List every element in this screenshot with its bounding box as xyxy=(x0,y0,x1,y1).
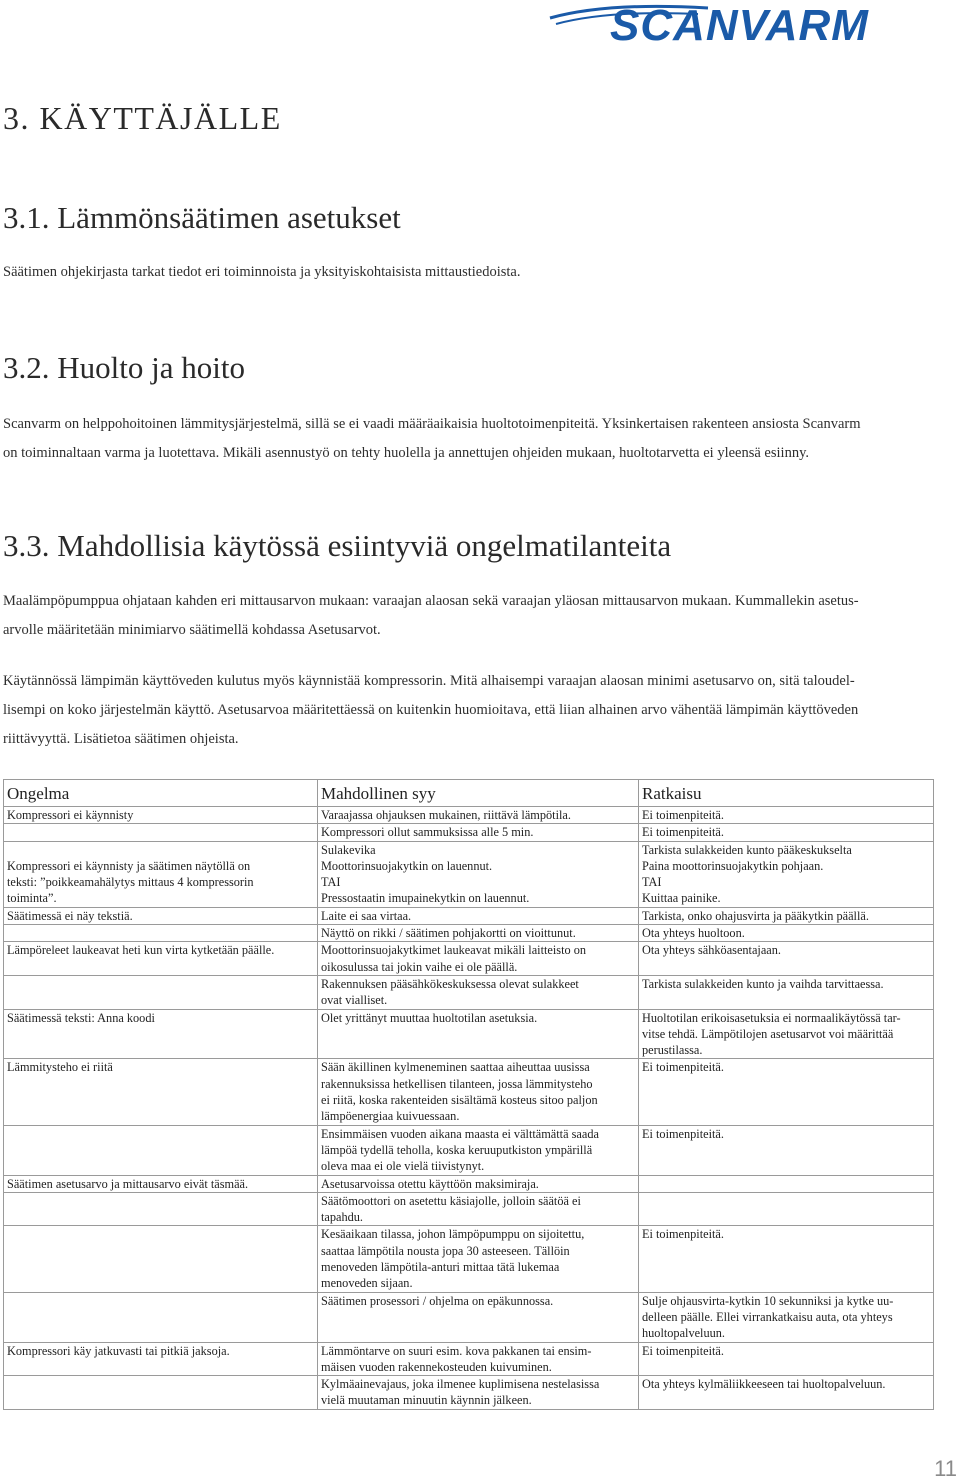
cell-line: Ota yhteys huoltoon. xyxy=(642,926,745,941)
cell-cause xyxy=(318,1192,639,1226)
cell-line: Varaajassa ohjauksen mukainen, riittävä lämpötila. xyxy=(321,808,571,822)
table-row xyxy=(4,841,934,907)
cell-solution xyxy=(639,1192,934,1226)
cell-cause xyxy=(318,1226,639,1292)
settings-paragraph xyxy=(3,258,938,287)
cell-problem xyxy=(4,807,318,824)
cell-line: Ota yhteys sähköasentajaan. xyxy=(642,943,781,958)
page-number: 11 xyxy=(934,1456,957,1481)
cell-problem xyxy=(4,975,318,1009)
table-row xyxy=(4,1342,934,1376)
cell-line: huoltopalveluun. xyxy=(642,1326,725,1341)
table-row xyxy=(4,824,934,841)
cell-line: Asetusarvoissa otettu käyttöön maksimiraja. xyxy=(321,1176,539,1191)
table-row xyxy=(4,942,934,976)
text-line: Käytännössä lämpimän käyttöveden kulutus myös käynnistää kompressorin. Mitä alhaisempi varaajan alaosan minimi asetusarvo on, sitä taloudel- xyxy=(3,673,855,689)
text-line: Säätimen ohjekirjasta tarkat tiedot eri toiminnoista ja yksityiskohtaisista mittaustiedoista. xyxy=(3,264,521,280)
section-heading-settings: 3.1. Lämmönsäätimen asetukset xyxy=(3,200,401,235)
cell-line: Kompressori käy jatkuvasti tai pitkiä jaksoja. xyxy=(7,1343,230,1358)
maintenance-paragraph xyxy=(3,410,938,468)
cell-line: Kesäaikaan tilassa, johon lämpöpumppu on sijoitettu, xyxy=(321,1227,585,1242)
cell-line: Pressostaatin imupainekytkin on lauennut. xyxy=(321,891,530,906)
cell-problem xyxy=(4,942,318,976)
cell-problem xyxy=(4,841,318,907)
cell-line: Ei toimenpiteitä. xyxy=(642,1343,724,1358)
cell-line: Laite ei saa virtaa. xyxy=(321,908,412,923)
cell-line: Ei toimenpiteitä. xyxy=(642,1126,724,1141)
cell-line: teksti: ”poikkeamahälytys mittaus 4 kompressorin xyxy=(7,874,254,889)
cell-solution xyxy=(639,942,934,976)
table-row xyxy=(4,1009,934,1059)
cell-problem xyxy=(4,1009,318,1059)
header-problem: Ongelma xyxy=(4,780,318,807)
cell-line: Sään äkillinen kylmeneminen saattaa aiheuttaa uusissa xyxy=(321,1060,590,1075)
cell-solution xyxy=(639,1059,934,1125)
cell-line: Ei toimenpiteitä. xyxy=(642,1227,724,1242)
cell-line: Säätimen prosessori / ohjelma on epäkunnossa. xyxy=(321,1293,554,1308)
cell-line: Ensimmäisen vuoden aikana maasta ei välttämättä saada xyxy=(321,1126,599,1141)
cell-line: Paina moottorinsuojakytkin pohjaan. xyxy=(642,858,824,873)
table-row xyxy=(4,1125,934,1175)
cell-line: lämpöenergiaa kuivuessaan. xyxy=(321,1109,460,1124)
text-line: on toiminnaltaan varma ja luotettava. Mikäli asennustyö on tehty huolella ja annettujen ohjeiden mukaan, huoltotarvetta ei yleensä esiinny. xyxy=(3,445,809,461)
cell-solution xyxy=(639,1292,934,1342)
text-line: arvolle määritetään minimiarvo säätimellä kohdassa Asetusarvot. xyxy=(3,622,381,638)
cell-cause xyxy=(318,975,639,1009)
cell-line: vielä muutaman minuutin käynnin jälkeen. xyxy=(321,1393,532,1408)
cell-problem xyxy=(4,1376,318,1410)
text-line: lisempi on koko järjestelmän käyttö. Asetusarvoa määritettäessä on kuitenkin huomioitava, että liian alhainen arvo vähentää lämpimän käyttöveden xyxy=(3,702,859,718)
text-line: Scanvarm on helppohoitoinen lämmitysjärjestelmä, sillä se ei vaadi määräaikaisia huoltotoimenpiteitä. Yksinkertaisen rakenteen ansiosta Scanvarm xyxy=(3,416,861,432)
cell-line: Kylmäainevajaus, joka ilmenee kuplimisena nestelasissa xyxy=(321,1377,600,1392)
cell-problem xyxy=(4,1175,318,1192)
cell-problem xyxy=(4,1342,318,1376)
cell-line: ei riitä, koska rakenteiden sisältämä kosteus sitoo paljon xyxy=(321,1093,598,1108)
cell-line: TAI xyxy=(321,875,341,890)
scanvarm-logo xyxy=(548,0,960,48)
cell-line xyxy=(7,842,314,858)
cell-line: Kompressori ei käynnisty ja säätimen näytöllä on xyxy=(7,858,251,873)
scanvarm-logo-icon xyxy=(548,0,960,48)
section-heading-maintenance: 3.2. Huolto ja hoito xyxy=(3,350,245,385)
cell-line: Sulakevika xyxy=(321,842,376,857)
cell-line: Tarkista sulakkeiden kunto ja vaihda tarvittaessa. xyxy=(642,976,884,991)
cell-solution xyxy=(639,841,934,907)
cell-line: Näyttö on rikki / säätimen pohjakortti on vioittunut. xyxy=(321,926,576,941)
cell-line: Säätimessä ei näy tekstiä. xyxy=(7,908,133,923)
cell-line: delleen päälle. Ellei virrankatkaisu auta, ota yhteys xyxy=(642,1309,893,1324)
cell-line: oleva maa ei ole vielä tiivistynyt. xyxy=(321,1159,485,1174)
table-row xyxy=(4,975,934,1009)
header-solution: Ratkaisu xyxy=(639,780,934,807)
cell-line: Olet yrittänyt muuttaa huoltotilan asetuksia. xyxy=(321,1010,538,1025)
cell-cause xyxy=(318,942,639,976)
cell-line: Moottorinsuojakytkin on lauennut. xyxy=(321,858,493,873)
table-row xyxy=(4,907,934,924)
cell-solution xyxy=(639,1226,934,1292)
cell-line: saattaa lämpötila nousta jopa 30 asteeseen. Tällöin xyxy=(321,1243,570,1258)
cell-line: Säätimen asetusarvo ja mittausarvo eivät täsmää. xyxy=(7,1176,249,1191)
section-heading-problems: 3.3. Mahdollisia käytössä esiintyviä ongelmatilanteita xyxy=(3,528,672,563)
table-header-row xyxy=(4,780,934,807)
cell-cause xyxy=(318,1059,639,1125)
cell-line: perustilassa. xyxy=(642,1043,703,1058)
cell-cause xyxy=(318,907,639,924)
cell-line: Huoltotilan erikoisasetuksia ei normaalikäytössä tar- xyxy=(642,1010,901,1025)
cell-line: Ei toimenpiteitä. xyxy=(642,1060,724,1075)
cell-solution xyxy=(639,975,934,1009)
cell-line: Ota yhteys kylmäliikkeeseen tai huoltopalveluun. xyxy=(642,1377,886,1392)
cell-line: Tarkista, onko ohajusvirta ja pääkytkin päällä. xyxy=(642,908,869,923)
problems-paragraph-1 xyxy=(3,587,938,645)
cell-cause xyxy=(318,1376,639,1410)
cell-problem xyxy=(4,1226,318,1292)
cell-line: Kompressori ollut sammuksissa alle 5 min. xyxy=(321,825,534,840)
cell-solution xyxy=(639,1342,934,1376)
header-cause: Mahdollinen syy xyxy=(318,780,639,807)
cell-solution xyxy=(639,1175,934,1192)
chapter-title: 3. KÄYTTÄJÄLLE xyxy=(3,100,282,136)
cell-solution xyxy=(639,1125,934,1175)
table-row xyxy=(4,1226,934,1292)
cell-line: Tarkista sulakkeiden kunto pääkeskukselta xyxy=(642,842,852,857)
problems-paragraph-2 xyxy=(3,667,938,754)
cell-line: Lämpöreleet laukeavat heti kun virta kytketään päälle. xyxy=(7,943,275,958)
table-row xyxy=(4,1175,934,1192)
cell-cause xyxy=(318,925,639,942)
cell-cause xyxy=(318,807,639,824)
cell-line: Säätimessä teksti: Anna koodi xyxy=(7,1010,155,1025)
cell-cause xyxy=(318,1125,639,1175)
cell-line: Moottorinsuojakytkimet laukeavat mikäli laitteisto on xyxy=(321,943,587,958)
cell-cause xyxy=(318,1292,639,1342)
cell-problem xyxy=(4,1192,318,1226)
cell-problem xyxy=(4,907,318,924)
cell-solution xyxy=(639,1376,934,1410)
cell-cause xyxy=(318,841,639,907)
cell-solution xyxy=(639,1009,934,1059)
cell-line: Sulje ohjausvirta-kytkin 10 sekunniksi ja kytke uu- xyxy=(642,1293,894,1308)
cell-line: lämpöä tydellä teholla, koska keruuputkiston ympärillä xyxy=(321,1142,593,1157)
cell-problem xyxy=(4,925,318,942)
text-line: Maalämpöpumppua ohjataan kahden eri mittausarvon mukaan: varaajan alaosan sekä varaajan yläosan mittausarvon mukaan. Kummallekin asetus- xyxy=(3,593,859,609)
cell-solution xyxy=(639,907,934,924)
svg-text:SCANVARM: SCANVARM xyxy=(610,1,869,48)
cell-line: vitse tehdä. Lämpötilojen asetusarvot voi määrittää xyxy=(642,1026,894,1041)
cell-problem xyxy=(4,824,318,841)
cell-cause xyxy=(318,824,639,841)
cell-line: Ei toimenpiteitä. xyxy=(642,825,724,840)
cell-line: tapahdu. xyxy=(321,1210,364,1225)
text-line: riittävyyttä. Lisätietoa säätimen ohjeista. xyxy=(3,731,239,747)
cell-line: oikosulussa tai jokin vaihe ei ole päällä. xyxy=(321,959,518,974)
table-row xyxy=(4,1192,934,1226)
troubleshooting-table xyxy=(3,779,934,1410)
cell-line: rakennuksissa hetkellisen tilanteen, jossa lämmitysteho xyxy=(321,1076,593,1091)
cell-solution xyxy=(639,807,934,824)
cell-line: menoveden lämpötila-anturi mittaa tätä lukemaa xyxy=(321,1260,560,1275)
cell-solution xyxy=(639,824,934,841)
table-row xyxy=(4,925,934,942)
cell-line: toiminta”. xyxy=(7,891,57,906)
cell-line: Rakennuksen pääsähkökeskuksessa olevat sulakkeet xyxy=(321,976,579,991)
cell-line: TAI xyxy=(642,875,662,890)
cell-line: Säätömoottori on asetettu käsiajolle, jolloin säätöä ei xyxy=(321,1193,581,1208)
cell-line: ovat vialliset. xyxy=(321,993,388,1008)
cell-line: menoveden sijaan. xyxy=(321,1276,413,1291)
table-row xyxy=(4,1376,934,1410)
table-row xyxy=(4,1059,934,1125)
cell-line: Kuittaa painike. xyxy=(642,891,721,906)
cell-line: Lämmöntarve on suuri esim. kova pakkanen tai ensim- xyxy=(321,1343,592,1358)
cell-cause xyxy=(318,1175,639,1192)
cell-line: Kompressori ei käynnisty xyxy=(7,808,134,822)
cell-problem xyxy=(4,1292,318,1342)
cell-solution xyxy=(639,925,934,942)
cell-line: Lämmitysteho ei riitä xyxy=(7,1060,113,1075)
cell-cause xyxy=(318,1009,639,1059)
cell-problem xyxy=(4,1125,318,1175)
table-row xyxy=(4,807,934,824)
table-row xyxy=(4,1292,934,1342)
cell-line: Ei toimenpiteitä. xyxy=(642,808,724,822)
cell-cause xyxy=(318,1342,639,1376)
cell-line: mäisen vuoden rakennekosteuden kuivuminen. xyxy=(321,1359,552,1374)
cell-problem xyxy=(4,1059,318,1125)
